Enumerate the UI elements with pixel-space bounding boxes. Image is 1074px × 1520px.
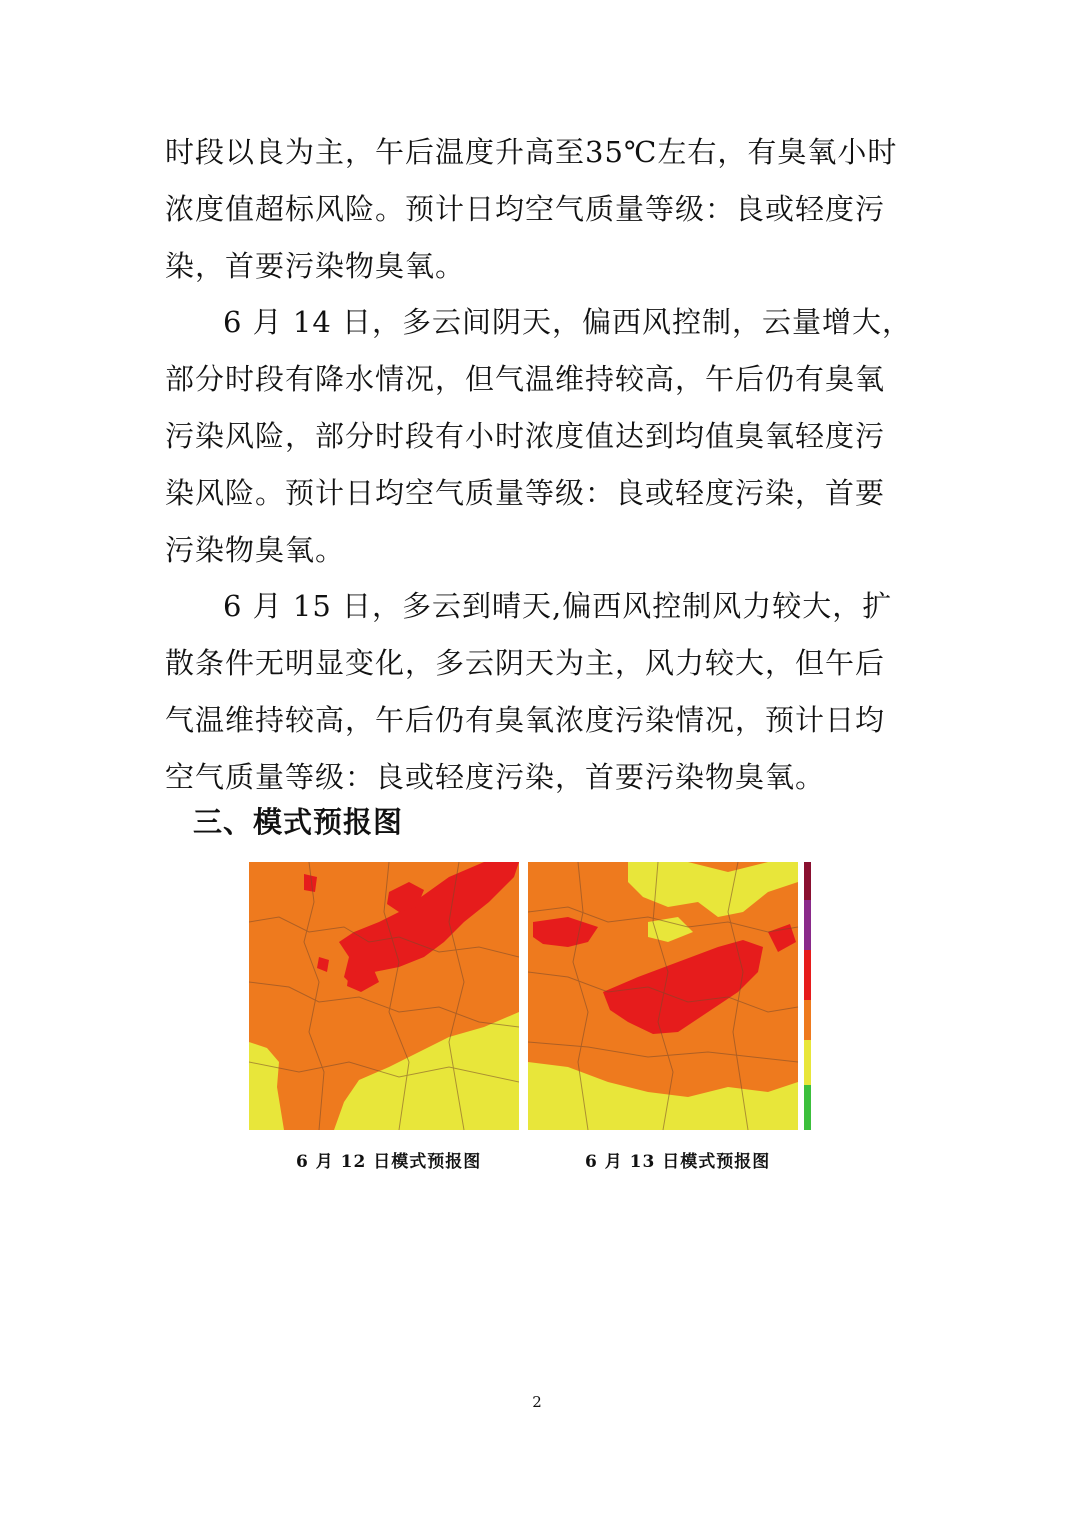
figure-caption-june-12: 6 月 12 日模式预报图: [296, 1152, 482, 1172]
paragraph-3: 6 月 15 日，多云到晴天,偏西风控制风力较大，扩散条件无明显变化，多云阴天为主，风力较大，但午后气温维持较高，午后仍有臭氧浓度污染情况，预计日均空气质量等级：良或轻度污染，首要污染物臭氧。: [165, 589, 893, 794]
section-heading: 三、模式预报图: [193, 805, 404, 839]
forecast-map-june-13: [528, 862, 811, 1130]
figure-caption-june-13: 6 月 13 日模式预报图: [585, 1152, 771, 1172]
body-text: [165, 124, 913, 806]
page-number: 2: [532, 1393, 542, 1411]
map-legend-bar: [804, 862, 811, 1130]
paragraph-2: 6 月 14 日，多云间阴天，偏西风控制，云量增大，部分时段有降水情况，但气温维持较高，午后仍有臭氧污染风险，部分时段有小时浓度值达到均值臭氧轻度污染风险。预计日均空气质量等级：良或轻度污染，首要污染物臭氧。: [165, 305, 913, 567]
paragraph-1: 时段以良为主，午后温度升高至35℃左右，有臭氧小时浓度值超标风险。预计日均空气质量等级：良或轻度污染，首要污染物臭氧。: [165, 135, 898, 283]
forecast-map-june-12: [249, 862, 519, 1130]
forecast-map-image: [249, 862, 519, 1130]
forecast-map-image: [528, 862, 811, 1130]
